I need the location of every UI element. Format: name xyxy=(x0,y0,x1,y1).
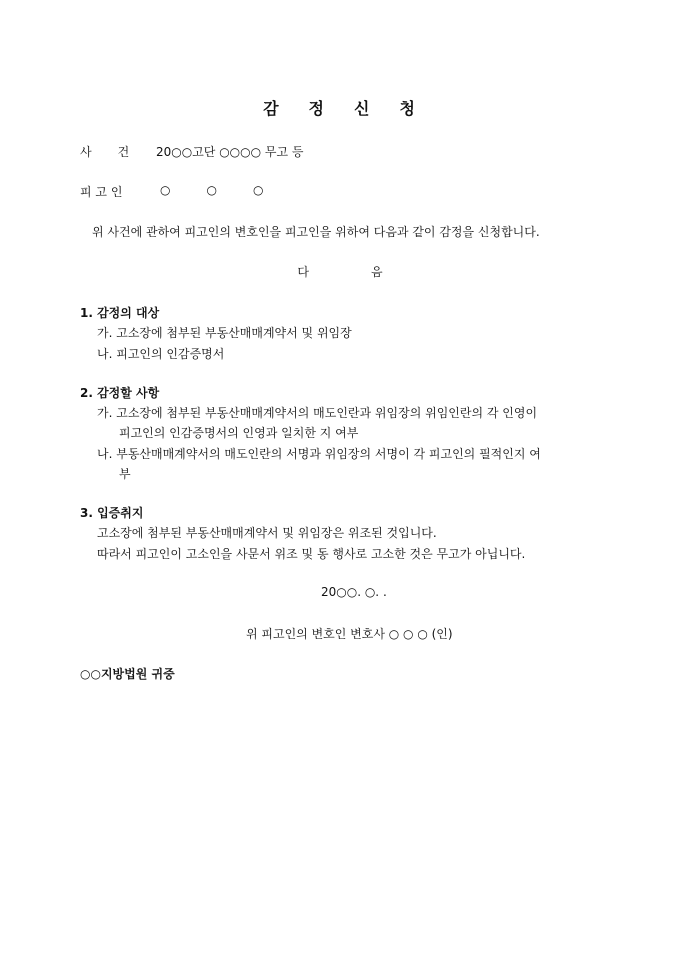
document-title xyxy=(0,96,680,119)
title-char: 정 xyxy=(308,99,326,118)
document-date: 20○○. ○. . xyxy=(321,585,387,599)
defendant-mark: ○ xyxy=(160,183,171,197)
section-title: 2. 감정할 사항 xyxy=(80,386,160,400)
defendant-mark: ○ xyxy=(206,183,217,197)
section-title: 1. 감정의 대상 xyxy=(80,306,160,320)
section-line: 피고인의 인감증명서의 인영과 일치한 지 여부 xyxy=(119,426,359,440)
section-line: 가. 고소장에 첨부된 부동산매매계약서 및 위임장 xyxy=(97,326,352,340)
section-line: 부 xyxy=(119,467,131,481)
section-line: 나. 피고인의 인감증명서 xyxy=(97,347,225,361)
defendant-mark: ○ xyxy=(252,183,264,197)
next-heading xyxy=(0,263,680,280)
section-line: 고소장에 첨부된 부동산매매계약서 및 위임장은 위조된 것입니다. xyxy=(97,526,437,540)
section-line: 따라서 피고인이 고소인을 사문서 위조 및 동 행사로 고소한 것은 무고가 아닙니다. xyxy=(97,547,526,561)
title-char: 신 xyxy=(354,99,372,118)
defendant-label: 피 고 인 xyxy=(80,185,123,199)
title-char: 청 xyxy=(399,99,417,118)
next-heading-char: 음 xyxy=(371,265,383,279)
section-line: 나. 부동산매매계약서의 매도인란의 서명과 위임장의 서명이 각 피고인의 필적인지 여 xyxy=(97,447,541,461)
intro-paragraph: 위 사건에 관하여 피고인의 변호인을 피고인을 위하여 다음과 같이 감정을 신청합니다. xyxy=(92,225,540,239)
defendant-name-marks xyxy=(160,183,299,197)
section-line: 가. 고소장에 첨부된 부동산매매계약서의 매도인란과 위임장의 위임인란의 각 인영이 xyxy=(97,406,538,420)
section-title: 3. 입증취지 xyxy=(80,506,144,520)
court-addressee: ○○지방법원 귀중 xyxy=(80,667,175,681)
case-label-char: 사 xyxy=(80,145,92,159)
case-label xyxy=(80,143,129,160)
next-heading-char: 다 xyxy=(297,265,309,279)
signature-line: 위 피고인의 변호인 변호사 ○ ○ ○ (인) xyxy=(246,627,453,641)
case-label-char: 건 xyxy=(117,145,130,159)
title-char: 감 xyxy=(263,99,281,118)
case-value: 20○○고단 ○○○○ 무고 등 xyxy=(156,145,304,159)
